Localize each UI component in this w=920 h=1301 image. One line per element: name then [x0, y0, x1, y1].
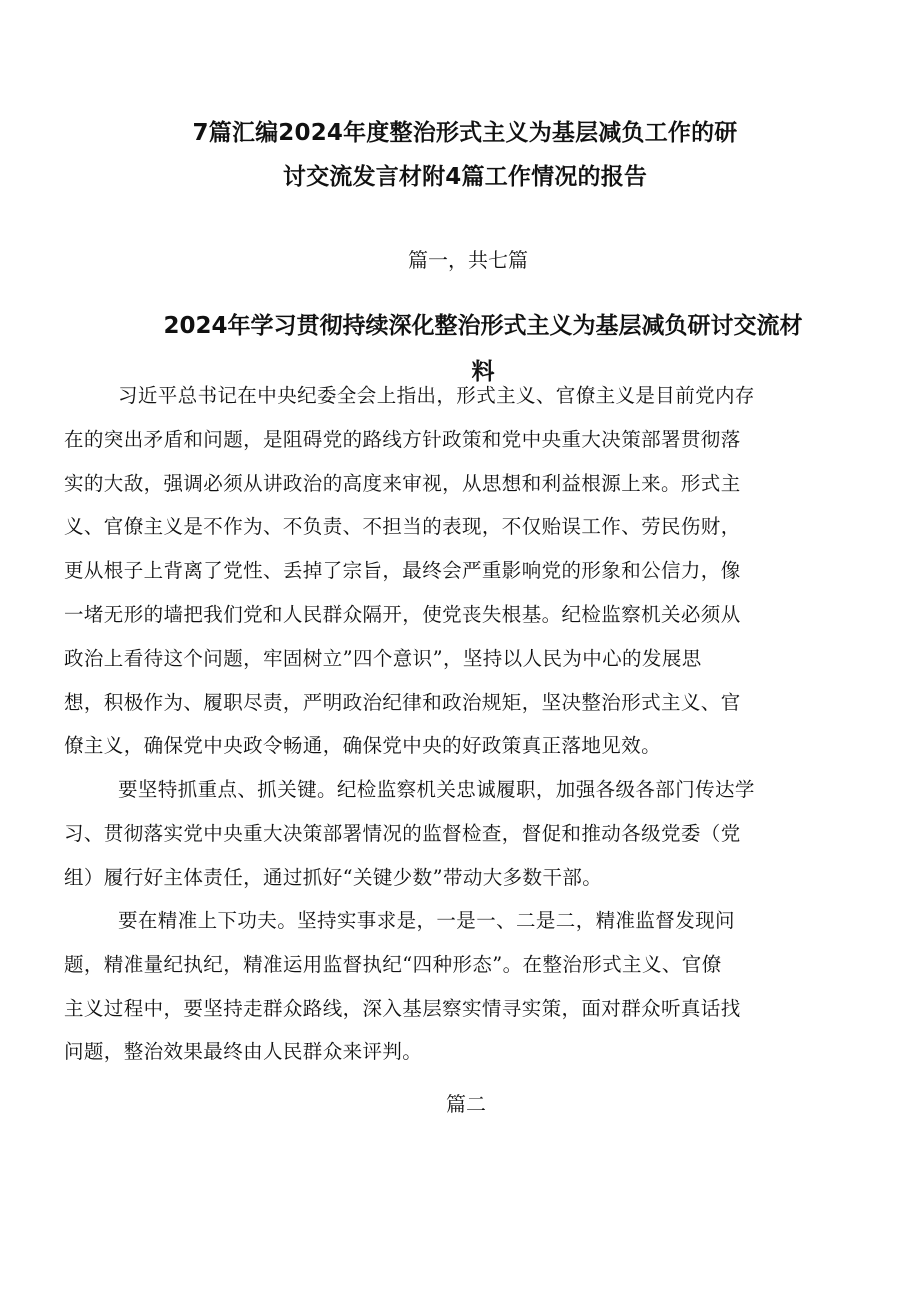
paragraph-2-line-2: 习、贯彻落实党中央重大决策部署情况的监督检查，督促和推动各级党委（党 [64, 821, 741, 845]
paragraph-1-line-4: 义、官僚主义是不作为、不负责、不担当的表现，不仅贻误工作、劳民伤财， [64, 515, 741, 539]
paragraph-1-line-7: 政治上看待这个问题，牢固树立”四个意识”，坚持以人民为中心的发展思 [64, 646, 702, 670]
paragraph-1-line-2: 在的突出矛盾和问题，是阻碍党的路线方针政策和党中央重大决策部署贯彻落 [64, 427, 741, 451]
section-title-line-2: 料 [471, 359, 495, 386]
body-paragraph-2 [64, 768, 864, 899]
paragraph-1-line-1: 习近平总书记在中央纪委全会上指出，形式主义、官僚主义是目前党内存 [118, 384, 755, 407]
paragraph-2-line-1: 要坚特抓重点、抓关键。纪检监察机关忠诚履职，加强各级各部门传达学 [118, 778, 755, 801]
paragraph-1-line-9: 僚主义，确保党中央政令畅通，确保党中央的好政策真正落地见效。 [64, 734, 662, 758]
document-title-line-2: 讨交流发言材附4篇工作情况的报告 [282, 164, 648, 191]
paragraph-3-line-4: 问题，整治效果最终由人民群众来评判。 [64, 1040, 423, 1064]
body-paragraph-1 [64, 374, 864, 768]
paragraph-3-line-3: 主义过程中，要坚持走群众路线，深入基层察实情寻实策，面对群众听真话找 [64, 996, 741, 1020]
section-title-line-1: 2024年学习贯彻持续深化整治形式主义为基层减负研讨交流材 [163, 313, 803, 340]
paragraph-1-line-6: 一堵无形的墙把我们党和人民群众隔开，使党丧失根基。纪检监察机关必须从 [64, 602, 741, 626]
paragraph-1-line-5: 更从根子上背离了党性、丢掉了宗旨，最终会严重影响党的形象和公信力，像 [64, 559, 741, 583]
paragraph-2-line-3: 组）履行好主体责任，通过抓好“关键少数”带动大多数干部。 [64, 865, 603, 889]
paragraph-3-line-2: 题，精准量纪执纪，精准运用监督执纪“四种形态”。在整治形式主义、官僚 [64, 952, 722, 976]
body-paragraph-3 [64, 899, 864, 1074]
paragraph-1-line-8: 想，积极作为、履职尽责，严明政治纪律和政治规矩，坚决整治形式主义、官 [64, 690, 741, 714]
part-one-label: 篇一，共七篇 [408, 248, 528, 272]
document-title [80, 111, 850, 199]
paragraph-1-line-3: 实的大敌，强调必须从讲政治的高度来审视，从思想和利益根源上来。形式主 [64, 471, 741, 495]
document-title-line-1: 7篇汇编2024年度整治形式主义为基层减负工作的研 [192, 120, 738, 147]
part-two-label: 篇二 [446, 1092, 486, 1116]
paragraph-3-line-1: 要在精准上下功夫。坚持实事求是，一是一、二是二，精准监督发现问 [118, 909, 735, 932]
